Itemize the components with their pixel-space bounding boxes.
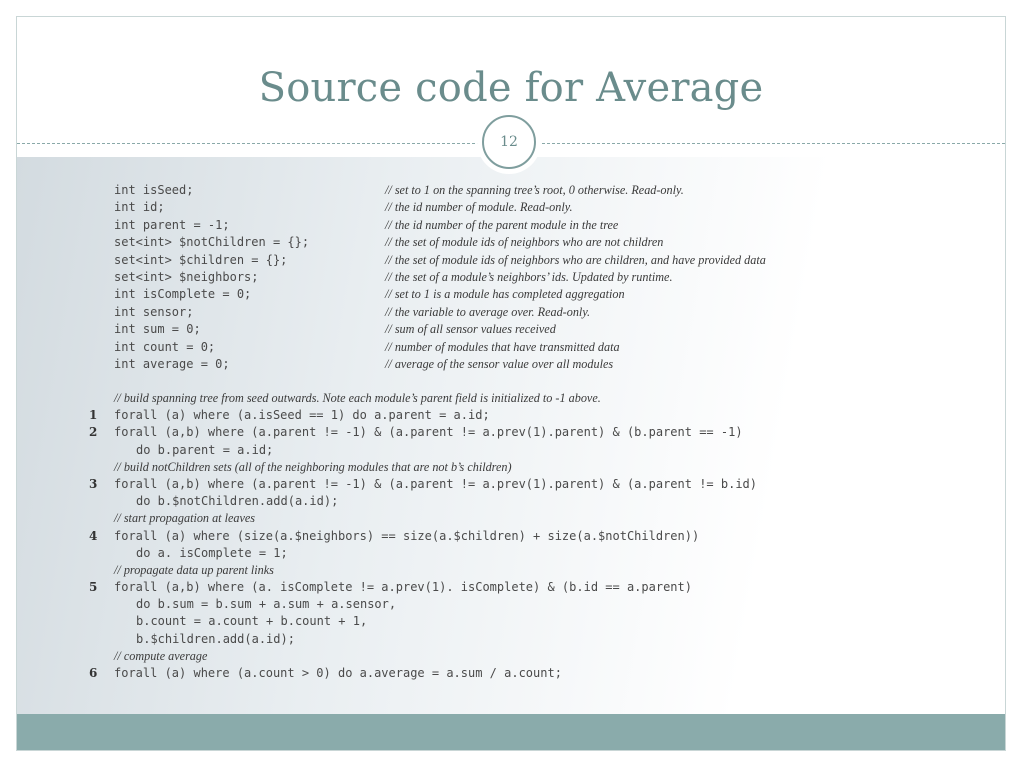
declaration-comment: // number of modules that have transmitted data (385, 339, 620, 354)
slide (16, 16, 1006, 751)
algorithm-block (84, 391, 757, 683)
algorithm-continuation (84, 494, 339, 511)
algorithm-step (84, 580, 692, 597)
declaration-code: int id; (114, 200, 165, 215)
declaration-code: set<int> $neighbors; (114, 269, 259, 284)
comment-text: // build spanning tree from seed outwards. Note each module’s parent field is initialized to -1 above. (114, 391, 601, 405)
declaration-code: int parent = -1; (114, 217, 230, 232)
continuation-code: b.count = a.count + b.count + 1, (136, 614, 368, 629)
step-code: forall (a,b) where (a.parent != -1) & (a.parent != a.prev(1).parent) & (b.parent == -1) (114, 425, 743, 440)
step-code: forall (a) where (size(a.$neighbors) == size(a.$children) + size(a.$notChildren)) (114, 528, 700, 543)
continuation-code: do b.$notChildren.add(a.id); (136, 494, 339, 509)
step-code: forall (a,b) where (a. isComplete != a.prev(1). isComplete) & (b.id == a.parent) (114, 580, 692, 595)
declaration-comment: // the set of module ids of neighbors who are not children (385, 235, 664, 250)
declaration-comment: // sum of all sensor values received (385, 322, 556, 337)
declaration-code: int count = 0; (114, 339, 216, 354)
continuation-code: do a. isComplete = 1; (136, 545, 288, 560)
algorithm-comment (84, 391, 601, 408)
algorithm-step (84, 528, 700, 546)
step-code: forall (a) where (a.isSeed == 1) do a.parent = a.id; (114, 408, 490, 423)
algorithm-step (84, 425, 743, 442)
algorithm-continuation (84, 545, 288, 563)
slide-title: Source code for Average (258, 65, 764, 111)
declaration-code: int average = 0; (114, 356, 230, 371)
declaration-code: int isComplete = 0; (114, 287, 252, 302)
algorithm-step (84, 476, 757, 494)
step-number: 3 (89, 476, 98, 491)
declaration-comment: // the variable to average over. Read-only. (385, 304, 591, 319)
declaration-comment: // set to 1 is a module has completed aggregation (385, 287, 625, 302)
continuation-code: do b.parent = a.id; (136, 442, 274, 457)
step-number: 4 (89, 528, 98, 543)
algorithm-comment (84, 562, 274, 580)
algorithm-continuation (84, 442, 274, 460)
declaration-code: int isSeed; (114, 183, 194, 197)
continuation-code: b.$children.add(a.id); (136, 631, 295, 646)
declaration-code: set<int> $notChildren = {}; (114, 235, 310, 250)
step-code: forall (a) where (a.count > 0) do a.average = a.sum / a.count; (114, 666, 562, 680)
algorithm-continuation (84, 614, 368, 631)
algorithm-continuation (84, 597, 397, 614)
declaration-comment: // the id number of the parent module in the tree (385, 217, 619, 232)
step-number: 6 (89, 666, 98, 680)
comment-text: // build notChildren sets (all of the neighboring modules that are not b’s children) (114, 459, 512, 474)
algorithm-step (84, 666, 562, 683)
step-code: forall (a,b) where (a.parent != -1) & (a.parent != a.prev(1).parent) & (a.parent != b.id) (114, 476, 757, 491)
algorithm-comment (84, 511, 256, 528)
declaration-comment: // the set of a module’s neighbors’ ids. Updated by runtime. (385, 269, 673, 284)
step-number: 5 (89, 580, 98, 595)
algorithm-step (84, 408, 490, 425)
algorithm-comment (84, 459, 512, 477)
step-number: 1 (89, 408, 98, 423)
declaration-code: int sensor; (114, 304, 194, 319)
declaration-comment: // the id number of module. Read-only. (385, 200, 573, 215)
declaration-code: set<int> $children = {}; (114, 252, 288, 267)
algorithm-continuation (84, 631, 295, 649)
step-number: 2 (89, 425, 98, 440)
declaration-comment: // average of the sensor value over all modules (385, 356, 614, 371)
comment-text: // start propagation at leaves (114, 511, 256, 526)
comment-text: // compute average (114, 648, 208, 663)
declaration-comment: // the set of module ids of neighbors who are children, and have provided data (385, 252, 766, 267)
slide-number-badge: 12 (482, 115, 536, 169)
footer-band (17, 714, 1005, 750)
comment-text: // propagate data up parent links (114, 562, 274, 577)
declaration-code: int sum = 0; (114, 322, 201, 337)
declaration-comment: // set to 1 on the spanning tree’s root, 0 otherwise. Read-only. (385, 183, 684, 197)
continuation-code: do b.sum = b.sum + a.sum + a.sensor, (136, 597, 397, 612)
algorithm-comment (84, 648, 208, 666)
